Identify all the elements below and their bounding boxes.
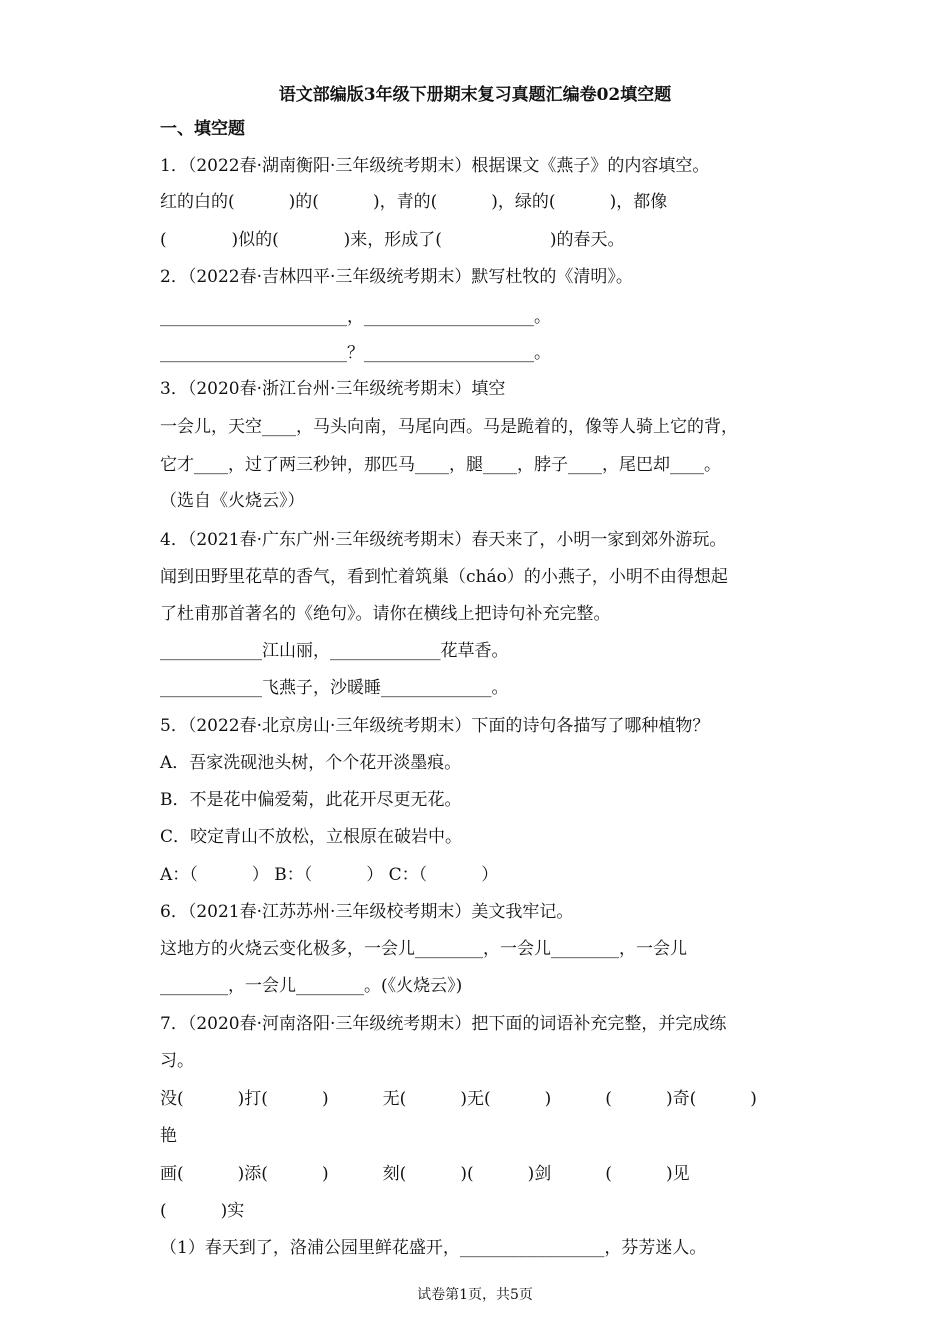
q4-line-3: ____________江山丽，_____________花草香。 bbox=[160, 641, 509, 661]
q5-option-c: C．咬定青山不放松，立根原在破岩中。 bbox=[160, 827, 463, 847]
q7-words-row-1-wrap: 艳 bbox=[160, 1126, 177, 1146]
q4-line-4: ____________飞燕子，沙暖睡_____________。 bbox=[160, 678, 509, 698]
q1-line-1: 红的白的( )的( )，青的( )，绿的( )，都像 bbox=[160, 192, 668, 212]
q4-line-2: 了杜甫那首著名的《绝句》。请你在横线上把诗句补充完整。 bbox=[160, 604, 611, 624]
q7-sub-1: （1）春天到了，洛浦公园里鲜花盛开，_________________，芬芳迷人。 bbox=[160, 1238, 707, 1258]
q2-line-1: ______________________，____________________。 bbox=[160, 307, 551, 327]
question-1: 1．（2022春·湖南衡阳·三年级统考期末）根据课文《燕子》的内容填空。 bbox=[160, 156, 710, 176]
question-6: 6．（2021春·江苏苏州·三年级校考期末）美文我牢记。 bbox=[160, 902, 574, 922]
question-3: 3．（2020春·浙江台州·三年级统考期末）填空 bbox=[160, 379, 506, 399]
question-7: 7．（2020春·河南洛阳·三年级统考期末）把下面的词语补充完整，并完成练 bbox=[160, 1014, 727, 1034]
q7-line-1: 习。 bbox=[160, 1051, 194, 1071]
q1-line-2: ( )似的( )来，形成了( )的春天。 bbox=[160, 230, 625, 250]
question-2: 2．（2022春·吉林四平·三年级统考期末）默写杜牧的《清明》。 bbox=[160, 267, 633, 287]
q3-line-1: 一会儿，天空____，马头向南，马尾向西。马是跪着的，像等人骑上它的背， bbox=[160, 417, 738, 437]
q6-line-2: ________，一会儿________。(《火烧云》) bbox=[160, 976, 463, 996]
page-footer: 试卷第1页，共5页 bbox=[417, 1287, 533, 1303]
section-heading: 一、填空题 bbox=[160, 119, 245, 139]
q7-words-row-2-wrap: ( )实 bbox=[160, 1201, 245, 1221]
q3-line-2: 它才____，过了两三秒钟，那匹马____，腿____，脖子____，尾巴却____。 bbox=[160, 455, 721, 475]
q7-words-row-1: 没( )打( ) 无( )无( ) ( )奇( ) bbox=[160, 1089, 757, 1109]
q4-line-1: 闻到田野里花草的香气，看到忙着筑巢（cháo）的小燕子，小明不由得想起 bbox=[160, 567, 728, 587]
q6-line-1: 这地方的火烧云变化极多，一会儿________，一会儿________，一会儿 bbox=[160, 939, 687, 959]
document-title: 语文部编版3年级下册期末复习真题汇编卷02填空题 bbox=[278, 85, 672, 105]
question-4: 4．（2021春·广东广州·三年级统考期末）春天来了，小明一家到郊外游玩。 bbox=[160, 530, 727, 550]
q2-line-2: ______________________？____________________。 bbox=[160, 343, 551, 363]
q3-source: （选自《火烧云》） bbox=[160, 491, 305, 511]
q5-answers: A：（ ） B：（ ） C：（ ） bbox=[160, 865, 499, 885]
q5-option-a: A．吾家洗砚池头树，个个花开淡墨痕。 bbox=[160, 753, 462, 773]
q7-words-row-2: 画( )添( ) 刻( )( )剑 ( )见 bbox=[160, 1164, 690, 1184]
q5-option-b: B．不是花中偏爱菊，此花开尽更无花。 bbox=[160, 790, 462, 810]
question-5: 5．（2022春·北京房山·三年级统考期末）下面的诗句各描写了哪种植物？ bbox=[160, 716, 710, 736]
